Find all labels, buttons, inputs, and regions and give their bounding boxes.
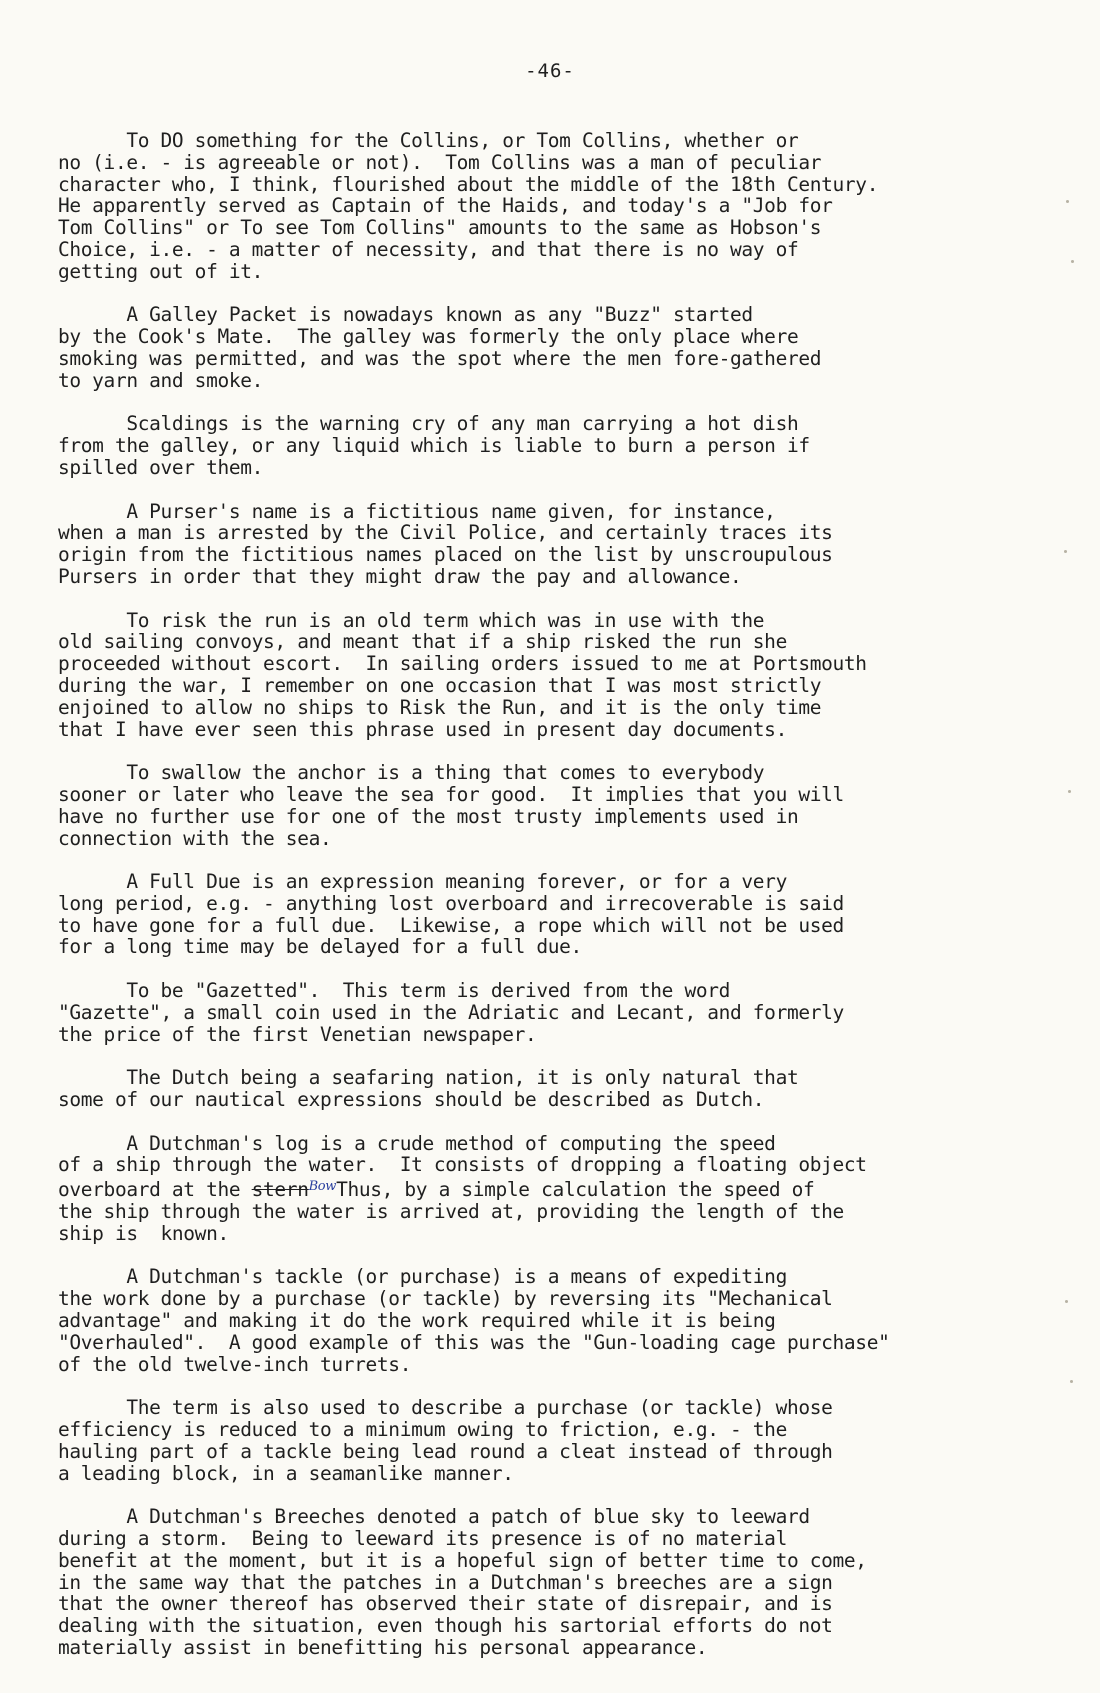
text-line: materially assist in benefitting his personal appearance. <box>58 1635 708 1659</box>
text-line: efficiency is reduced to a minimum owing to friction, e.g. - the <box>58 1418 787 1442</box>
text-line: the ship through the water is arrived at, providing the length of the <box>58 1200 844 1224</box>
text-line: spilled over them. <box>58 455 264 479</box>
paragraph-dutchmans-log <box>58 1133 1058 1245</box>
text-line: origin from the fictitious names placed on the list by unscroupulous <box>58 543 833 567</box>
text-line: from the galley, or any liquid which is liable to burn a person if <box>58 434 810 458</box>
paragraph-dutch-seafaring <box>58 1067 1058 1111</box>
paper-speck <box>1071 260 1074 263</box>
text-line: To swallow the anchor is a thing that comes to everybody <box>58 761 765 785</box>
text-line: the work done by a purchase (or tackle) by reversing its "Mechanical <box>58 1287 833 1311</box>
text-line: "Gazette", a small coin used in the Adriatic and Lecant, and formerly <box>58 1000 844 1024</box>
text-line: by the Cook's Mate. The galley was formerly the only place where <box>58 325 799 349</box>
text-line: have no further use for one of the most trusty implements used in <box>58 804 799 828</box>
paper-speck <box>1068 790 1071 793</box>
document-body <box>58 130 1058 1681</box>
text-line: dealing with the situation, even though his sartorial efforts do not <box>58 1614 833 1638</box>
text-line: smoking was permitted, and was the spot where the men fore-gathered <box>58 346 822 370</box>
text-line: Scaldings is the warning cry of any man carrying a hot dish <box>58 412 799 436</box>
text-line: The term is also used to describe a purchase (or tackle) whose <box>58 1396 833 1420</box>
text-line: during the war, I remember on one occasion that I was most strictly <box>58 673 822 697</box>
text-line: "Overhauled". A good example of this was the "Gun-loading cage purchase" <box>58 1330 890 1354</box>
text-line: connection with the sea. <box>58 826 332 850</box>
paragraph-risk-the-run <box>58 610 1058 741</box>
paper-speck <box>1064 550 1067 553</box>
text-line-with-correction <box>58 1176 1058 1201</box>
text-line: ship is known. <box>58 1221 229 1245</box>
text-line: getting out of it. <box>58 259 264 283</box>
correction-prefix: overboard at the <box>58 1178 252 1202</box>
text-line: benefit at the moment, but it is a hopeful sign of better time to come, <box>58 1548 867 1572</box>
text-line: for a long time may be delayed for a full due. <box>58 935 582 959</box>
text-line: A Dutchman's log is a crude method of computing the speed <box>58 1131 776 1155</box>
text-line: old sailing convoys, and meant that if a ship risked the run she <box>58 630 787 654</box>
paragraph-full-due <box>58 871 1058 958</box>
paper-specks <box>1062 180 1082 1480</box>
paragraph-pursers-name <box>58 501 1058 588</box>
text-line: long period, e.g. - anything lost overboard and irrecoverable is said <box>58 891 844 915</box>
text-line: sooner or later who leave the sea for good. It implies that you will <box>58 782 844 806</box>
struck-word: stern <box>251 1178 309 1202</box>
paragraph-galley-packet <box>58 304 1058 391</box>
text-line: To be "Gazetted". This term is derived from the word <box>58 979 731 1003</box>
text-line: to yarn and smoke. <box>58 368 264 392</box>
text-line: He apparently served as Captain of the Haids, and today's a "Job for <box>58 194 833 218</box>
paragraph-dutchmans-tackle <box>58 1266 1058 1375</box>
paragraph-swallow-anchor <box>58 762 1058 849</box>
text-line: that I have ever seen this phrase used in present day documents. <box>58 717 787 741</box>
text-line: no (i.e. - is agreeable or not). Tom Collins was a man of peculiar <box>58 150 822 174</box>
text-line: to have gone for a full due. Likewise, a rope which will not be used <box>58 913 844 937</box>
text-line: in the same way that the patches in a Dutchman's breeches are a sign <box>58 1570 833 1594</box>
correction-suffix: Thus, by a simple calculation the speed of <box>336 1178 815 1202</box>
text-line: of the old twelve-inch turrets. <box>58 1352 412 1376</box>
paper-speck <box>1066 200 1069 203</box>
paragraph-tom-collins <box>58 130 1058 283</box>
paragraph-gazetted <box>58 980 1058 1045</box>
text-line: hauling part of a tackle being lead round a cleat instead of through <box>58 1439 833 1463</box>
paragraph-term-also-used <box>58 1397 1058 1484</box>
text-line: the price of the first Venetian newspaper. <box>58 1022 537 1046</box>
paper-speck <box>1070 1380 1073 1383</box>
page-number: -46- <box>525 60 575 82</box>
paragraph-dutchmans-breeches <box>58 1506 1058 1659</box>
text-line: The Dutch being a seafaring nation, it is only natural that <box>58 1066 799 1090</box>
text-line: A Dutchman's Breeches denoted a patch of blue sky to leeward <box>58 1505 810 1529</box>
paper-speck <box>1065 1300 1068 1303</box>
handwritten-correction: Bow <box>308 1179 337 1195</box>
text-line: some of our nautical expressions should be described as Dutch. <box>58 1088 765 1112</box>
text-line: a leading block, in a seamanlike manner. <box>58 1461 514 1485</box>
text-line: A Dutchman's tackle (or purchase) is a means of expediting <box>58 1265 787 1289</box>
text-line: advantage" and making it do the work required while it is being <box>58 1309 776 1333</box>
text-line: character who, I think, flourished about the middle of the 18th Century. <box>58 172 879 196</box>
text-line: enjoined to allow no ships to Risk the Run, and it is the only time <box>58 695 822 719</box>
text-line: Tom Collins" or To see Tom Collins" amounts to the same as Hobson's <box>58 216 822 240</box>
text-line: To DO something for the Collins, or Tom Collins, whether or <box>58 129 799 152</box>
text-line: during a storm. Being to leeward its presence is of no material <box>58 1527 787 1550</box>
text-line: To risk the run is an old term which was in use with the <box>58 608 765 632</box>
paragraph-scaldings <box>58 413 1058 478</box>
text-line: A Full Due is an expression meaning forever, or for a very <box>58 870 787 894</box>
text-line: A Galley Packet is nowadays known as any "Buzz" started <box>58 303 753 327</box>
text-line: proceeded without escort. In sailing orders issued to me at Portsmouth <box>58 652 867 676</box>
text-line: A Purser's name is a fictitious name given, for instance, <box>58 499 776 523</box>
text-line: Choice, i.e. - a matter of necessity, and that there is no way of <box>58 237 799 261</box>
text-line: when a man is arrested by the Civil Police, and certainly traces its <box>58 521 833 545</box>
text-line: Pursers in order that they might draw the pay and allowance. <box>58 564 742 588</box>
text-line: that the owner thereof has observed their state of disrepair, and is <box>58 1592 833 1616</box>
text-line: of a ship through the water. It consists of dropping a floating object <box>58 1153 867 1177</box>
